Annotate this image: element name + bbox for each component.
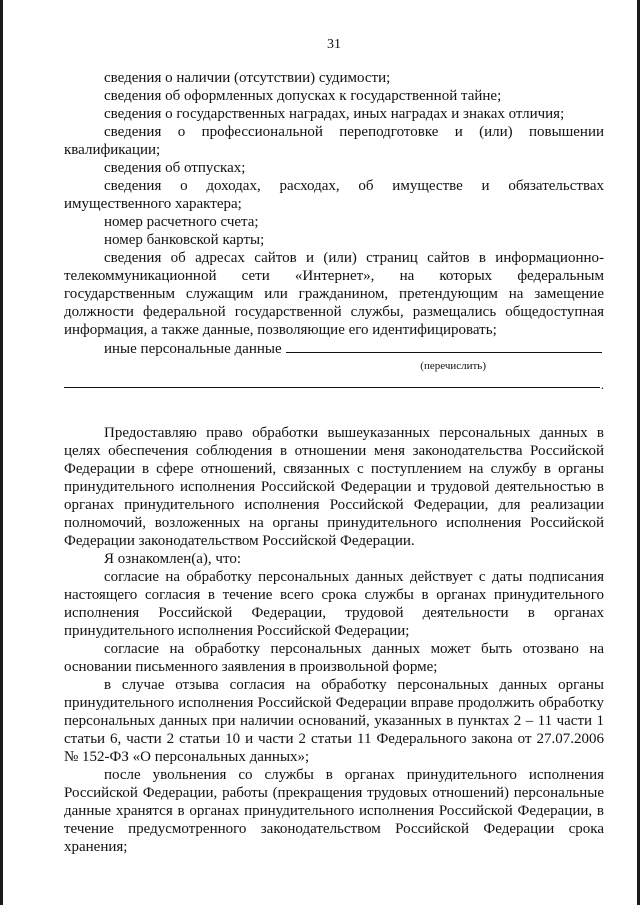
other-personal-data-label: иные персональные данные [104,341,282,357]
list-item-card-number: номер банковской карты; [104,232,265,248]
other-personal-data-row [64,339,604,358]
acknowledged-line: Я ознакомлен(а), что: [104,551,241,567]
line-end-mark: . [600,377,604,392]
list-item-income: сведения о доходах, расходах, об имуществе и обязательствах имущественного характера; [64,178,604,212]
other-personal-data-blank[interactable] [286,339,602,353]
list-item-criminal-record: сведения о наличии (отсутствии) судимости; [104,70,391,86]
term-continued-processing: в случае отзыва согласия на обработку персональных данных органы принудительного исполнения Российской Федерации вправе продолжить обработку персональных данных при наличии оснований, указанных в пунктах 2 – 11 части 1 статьи 6, части 2 статьи 10 и части 2 статьи 11 Федерального закона от 27.07.2006 № 152-ФЗ «О персональных данных»; [64,677,604,765]
list-item-awards: сведения о государственных наградах, иных наградах и знаках отличия; [104,106,565,122]
section-gap [64,388,604,424]
list-item-account-number: номер расчетного счета; [104,214,259,230]
page-number: 31 [327,37,341,52]
list-item-vacations: сведения об отпусках; [104,160,246,176]
continuation-blank[interactable] [64,375,604,392]
list-item-state-secret: сведения об оформленных допусках к государственной тайне; [104,88,502,104]
consent-paragraph: Предоставляю право обработки вышеуказанных персональных данных в целях обеспечения соблюдения в отношении меня законодательства Российской Федерации в сфере отношений, связанных с поступлением на службу в органы принудительного исполнения Российской Федерации и трудовой деятельностью в органах принудительного исполнения Российской Федерации, для реализации полномочий, возложенных на органы принудительного исполнения Российской Федерации законодательством Российской Федерации. [64,425,604,549]
list-item-retraining: сведения о профессиональной переподготовке и (или) повышении квалификации; [64,124,604,158]
term-revocation: согласие на обработку персональных данных может быть отозвано на основании письменного заявления в произвольной форме; [64,641,604,675]
term-storage: после увольнения со службы в органах принудительного исполнения Российской Федерации, работы (прекращения трудовых отношений) персональные данные хранятся в органах принудительного исполнения Российской Федерации, в течение предусмотренного законодательством Российской Федерации срока хранения; [64,767,604,855]
list-item-websites: сведения об адресах сайтов и (или) страниц сайтов в информационно-телекоммуникационной сети «Интернет», на которых федеральным государственным служащим или гражданином, претендующим на замещение должности федеральной государственной службы, размещались общедоступная информация, а также данные, позволяющие его идентифицировать; [64,250,604,338]
term-validity: согласие на обработку персональных данных действует с даты подписания настоящего согласия в течение всего срока службы в органах принудительного исполнения Российской Федерации, трудовой деятельности в органах принудительного исполнения Российской Федерации; [64,569,604,639]
enumerate-caption: (перечислить) [420,360,486,372]
